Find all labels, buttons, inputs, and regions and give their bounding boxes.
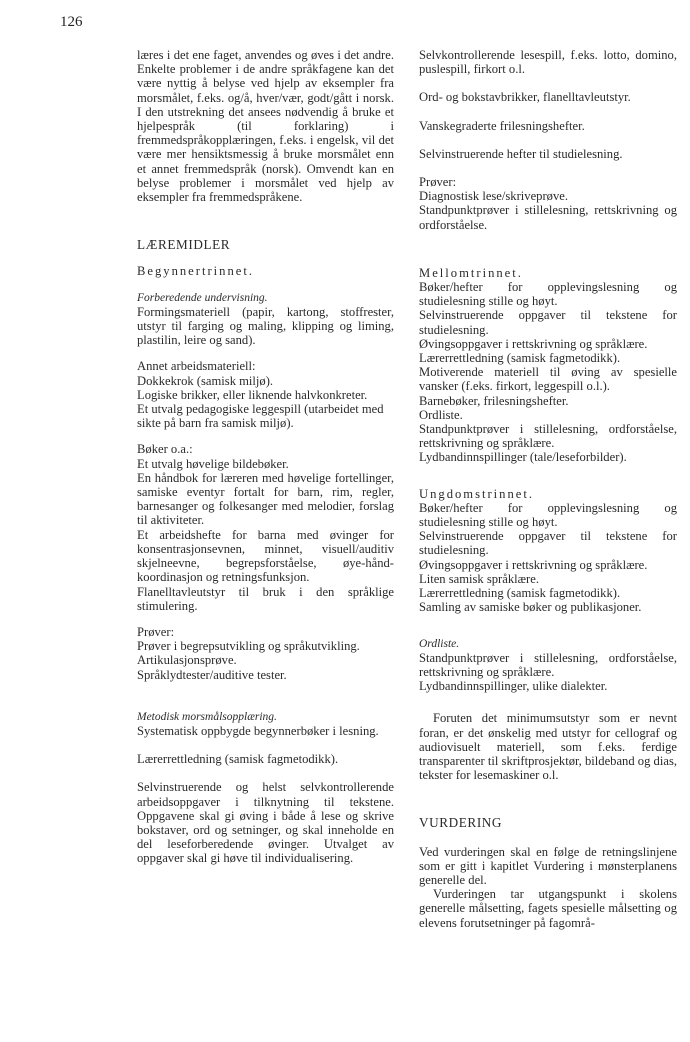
top-item: Selvinstruerende hefter til studielesning. (419, 146, 623, 161)
list-item: Et utvalg høvelige bildebøker. (137, 456, 289, 471)
list-item: Øvingsoppgaver i rettskrivning og språklære. (419, 336, 648, 351)
list-item: Et arbeidshefte for barna med øvinger for konsentrasjonsevnen, minnet, visuell/auditiv skjelneevne, begrepsforståelse, øye-hånd-koordinasjon og retningsfunksjon. (137, 527, 394, 585)
list-item: Prøver i begrepsutvikling og språkutvikling. (137, 639, 360, 654)
mellom-list (419, 280, 677, 465)
top-item: Ord- og bokstavbrikker, flanelltavleutstyr. (419, 90, 631, 105)
list-item: Lydbandinnspillinger (tale/leseforbilder). (419, 450, 627, 465)
prover-list-right (419, 189, 677, 232)
list-item: Standpunktprøver i stillelesning, rettskrivning og ordforståelse. (419, 203, 677, 232)
list-item: Standpunktprøver i stillelesning, ordforståelse, rettskrivning og språklære. (419, 650, 677, 679)
top-item: Selvkontrollerende lesespill, f.eks. lotto, domino, puslespill, firkort o.l. (419, 48, 677, 77)
list-item: Lydbandinnspillinger, ulike dialekter. (419, 679, 608, 694)
subheading-mellomtrinnet: Mellomtrinnet. (419, 265, 523, 280)
selvinstruerende-paragraph: Selvinstruerende og helst selvkontrollerende arbeidsoppgaver i tilknytning til tekstene. Oppgavene skal gi øving i både å lese og skrive bokstaver, ord og setninger, og skal inneholde en del leseforberedende øvinger. Utvalget av oppgaver skal gi høve til individualisering. (137, 780, 394, 866)
subheading-ordliste: Ordliste. (419, 637, 460, 650)
list-item: Bøker/hefter for opplevingslesning og studielesning stille og høyt. (419, 500, 677, 530)
ordliste-list (419, 651, 677, 694)
prover-heading-left: Prøver: (137, 624, 175, 639)
vurdering-paragraph-2: Vurderingen tar utgangspunkt i skolens generelle målsetting, fagets spesielle målsetting og elevens forutsetninger på fagområ- (419, 887, 677, 930)
list-item: Et utvalg pedagogiske leggespill (utarbeidet med sikte på barn fra samisk miljø). (137, 402, 384, 431)
list-item: Diagnostisk lese/skriveprøve. (419, 189, 568, 204)
formingsmateriell-text: Formingsmateriell (papir, kartong, stoffrester, utstyr til farging og maling, klipping og liming, plastilin, leire og sand). (137, 304, 394, 348)
top-item: Vanskegraderte frilesningshefter. (419, 118, 585, 133)
list-item: Lærerrettledning (samisk fagmetodikk). (419, 351, 621, 366)
annet-list (137, 374, 394, 431)
list-item: Barnebøker, frilesningshefter. (419, 393, 569, 408)
list-item: Liten samisk språklære. (419, 571, 539, 586)
boker-list (137, 457, 394, 613)
subheading-ungdomstrinnet: Ungdomstrinnet. (419, 486, 535, 501)
subheading-metodisk: Metodisk morsmålsopplæring. (137, 710, 277, 723)
subheading-forberedende: Forberedende undervisning. (137, 291, 268, 304)
ungdom-list (419, 501, 677, 615)
lererettledning-text: Lærerrettledning (samisk fagmetodikk). (137, 752, 339, 767)
list-item: Motiverende materiell til øving av spesielle vansker (f.eks. firkort, leggespill o.l.). (419, 365, 677, 394)
left-column (137, 48, 394, 866)
list-item: Standpunktprøver i stillelesning, ordforståelse, rettskrivning og språklære. (419, 422, 677, 451)
list-item: Dokkekrok (samisk miljø). (137, 373, 274, 388)
list-item: Ordliste. (419, 407, 463, 422)
boker-heading: Bøker o.a.: (137, 442, 193, 457)
list-item: Logiske brikker, eller liknende halvkonkreter. (137, 387, 368, 402)
list-item: Øvingsoppgaver i rettskrivning og språklære. (419, 557, 648, 572)
prover-list-left (137, 639, 394, 682)
list-item: Selvinstruerende oppgaver til tekstene for studielesning. (419, 529, 677, 558)
vurdering-paragraph-1: Ved vurderingen skal en følge de retningslinjene som er gitt i kapitlet Vurdering i mønsterplanens generelle del. (419, 844, 677, 887)
prover-heading-right: Prøver: (419, 175, 457, 190)
foruten-paragraph: Foruten det minimumsutstyr som er nevnt foran, er det ønskelig med utstyr for cellograf og audiovisuelt materiell, som f.eks. ferdige transparenter til skriftprosjektør, bildeband og dias, tekster for lesemaskiner o.l. (419, 711, 677, 783)
right-column (419, 48, 677, 930)
list-item: Språklydtester/auditive tester. (137, 667, 287, 682)
list-item: Bøker/hefter for opplevingslesning og studielesning stille og høyt. (419, 280, 677, 309)
list-item: Flanelltavleutstyr til bruk i den språklige stimulering. (137, 584, 394, 613)
list-item: Artikulasjonsprøve. (137, 653, 237, 668)
intro-paragraph: læres i det ene faget, anvendes og øves i det andre. Enkelte problemer i de andre språkfagene kan det være nyttig å belyse ved hjelp av eksempler fra morsmålet, f.eks. og/å, hver/vær, godt/gått i norsk. I den utstrekning det ansees nødvendig å bruke et hjelpespråk (til forklaring) i fremmedspråkopplæringen, f.eks. i engelsk, vil det være mer hensiktsmessig å bruke morsmålet enn et annet fremmedspråk (norsk). Omvendt kan en belyse problemer i morsmålet ved hjelp av eksempler fra fremmedspråkene. (137, 48, 394, 205)
list-item: Lærerrettledning (samisk fagmetodikk). (419, 586, 621, 601)
annet-heading: Annet arbeidsmateriell: (137, 359, 256, 374)
metodisk-text: Systematisk oppbygde begynnerbøker i lesning. (137, 723, 379, 738)
list-item: Selvinstruerende oppgaver til tekstene for studielesning. (419, 308, 677, 337)
subheading-begynnertrinnet: Begynnertrinnet. (137, 264, 254, 279)
list-item: Samling av samiske bøker og publikasjoner. (419, 600, 642, 615)
section-heading-vurdering: VURDERING (419, 815, 503, 831)
list-item: En håndbok for læreren med høvelige fortellinger, samiske eventyr fortalt for barn, rim, regler, barnesanger og folkesanger med melodier, forslag til aktiviteter. (137, 470, 394, 528)
section-heading-laeremidler: LÆREMIDLER (137, 237, 231, 253)
page-number: 126 (60, 14, 83, 30)
